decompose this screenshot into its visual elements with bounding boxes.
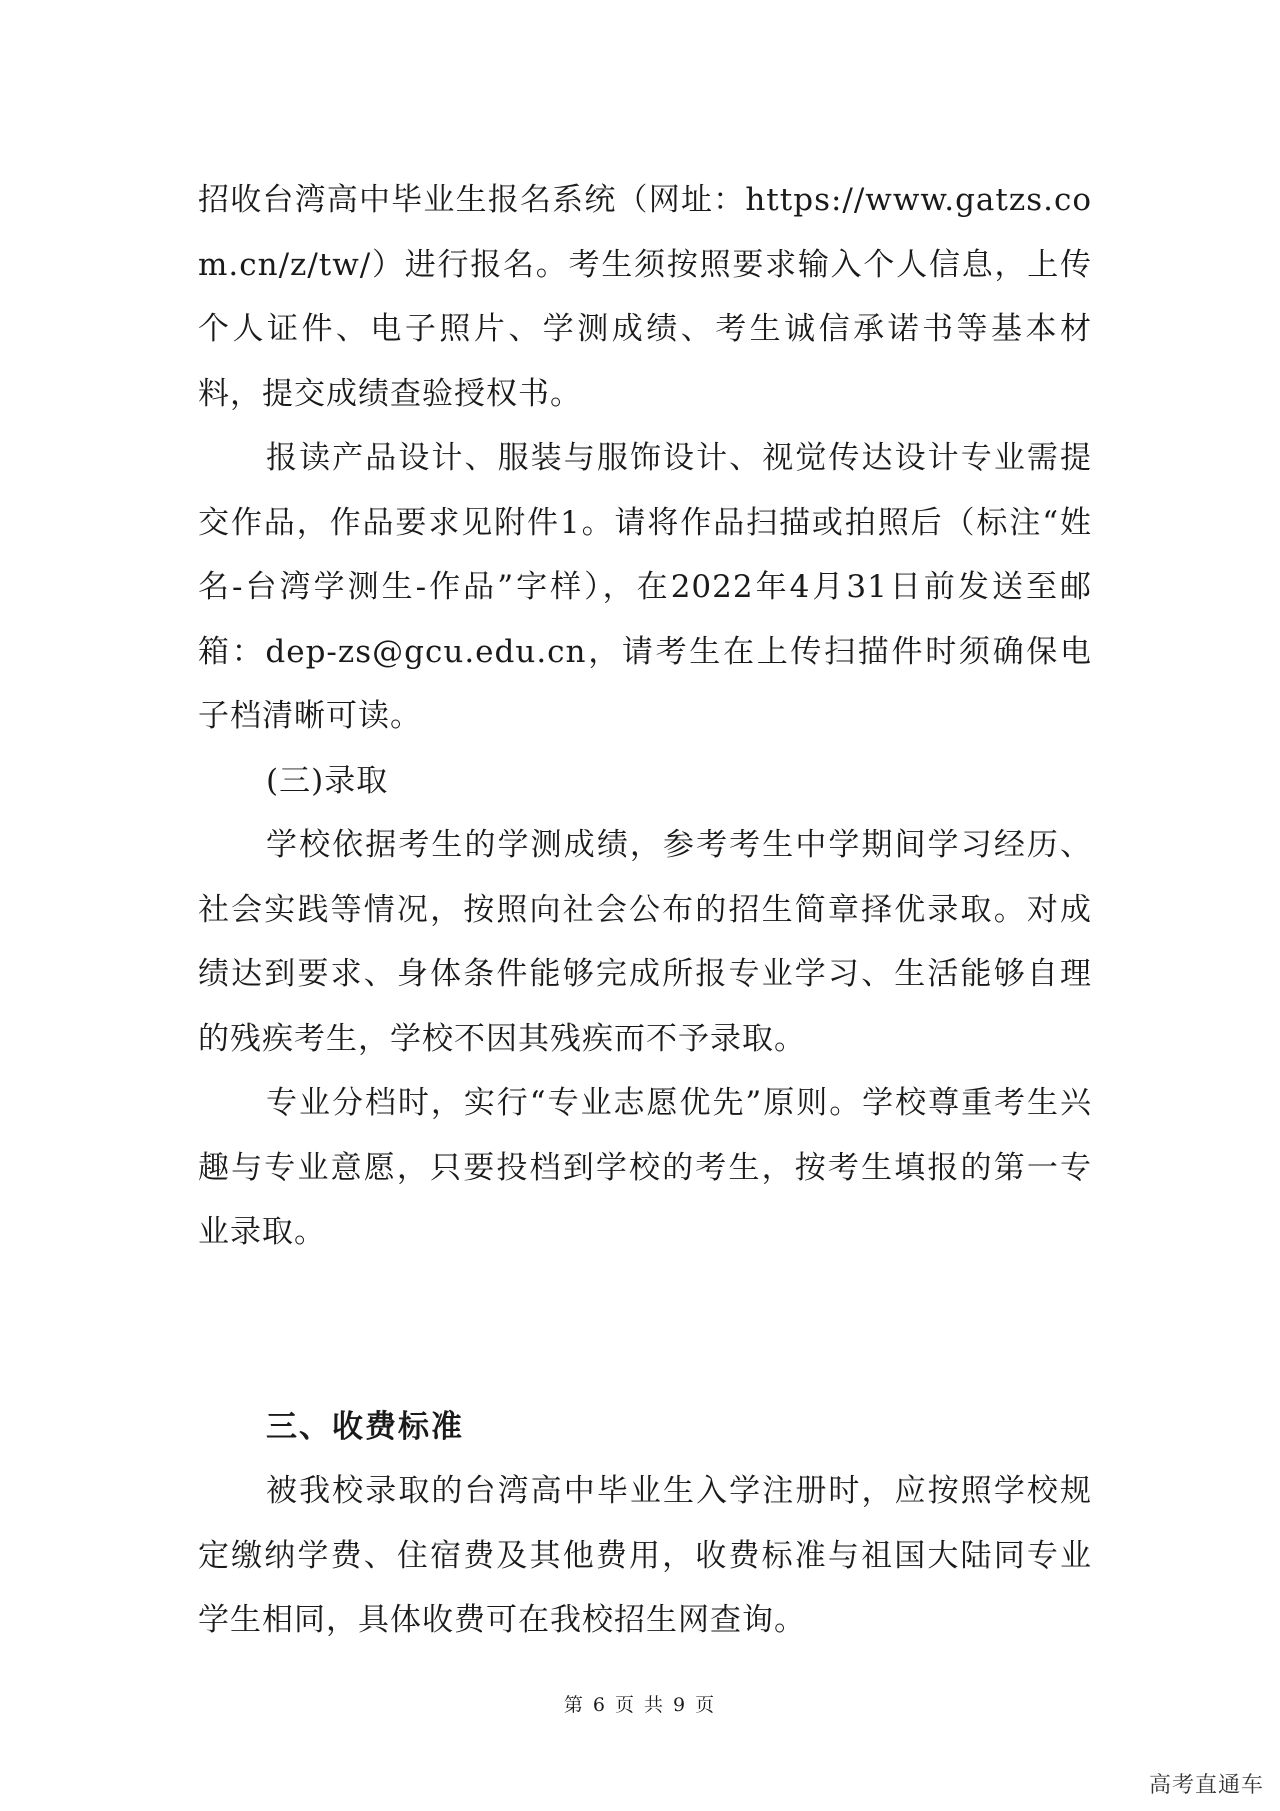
paragraph-registration: 招收台湾高中毕业生报名系统（网址：https://www.gatzs.com.cn/z/tw/）进行报名。考生须按照要求输入个人信息，上传个人证件、电子照片、学测成绩、考生诚信承诺书等基本材料，提交成绩查验授权书。 [198, 182, 1092, 412]
watermark-text: 高考直通车 [1148, 1773, 1264, 1798]
subheading-admission: (三)录取 [266, 762, 389, 799]
paragraph-portfolio: 报读产品设计、服装与服饰设计、视觉传达设计专业需提交作品，作品要求见附件1。请将作品扫描或拍照后（标注“姓名-台湾学测生-作品”字样），在2022年4月31日前发送至邮箱：dep-zs@gcu.edu.cn，请考生在上传扫描件时须确保电子档清晰可读。 [198, 440, 1092, 734]
document-body [198, 168, 1092, 1653]
paragraph-major-priority: 专业分档时，实行“专业志愿优先”原则。学校尊重考生兴趣与专业意愿，只要投档到学校的考生，按考生填报的第一专业录取。 [198, 1085, 1092, 1250]
paragraph-admission-criteria: 学校依据考生的学测成绩，参考考生中学期间学习经历、社会实践等情况，按照向社会公布的招生简章择优录取。对成绩达到要求、身体条件能够完成所报专业学习、生活能够自理的残疾考生，学校不因其残疾而不予录取。 [198, 827, 1092, 1057]
page-number-footer: 第 6 页 共 9 页 [563, 1694, 717, 1716]
paragraph-fees: 被我校录取的台湾高中毕业生入学注册时，应按照学校规定缴纳学费、住宿费及其他费用，收费标准与祖国大陆同专业学生相同，具体收费可在我校招生网查询。 [198, 1473, 1092, 1638]
section-title-fees: 三、收费标准 [266, 1408, 464, 1445]
